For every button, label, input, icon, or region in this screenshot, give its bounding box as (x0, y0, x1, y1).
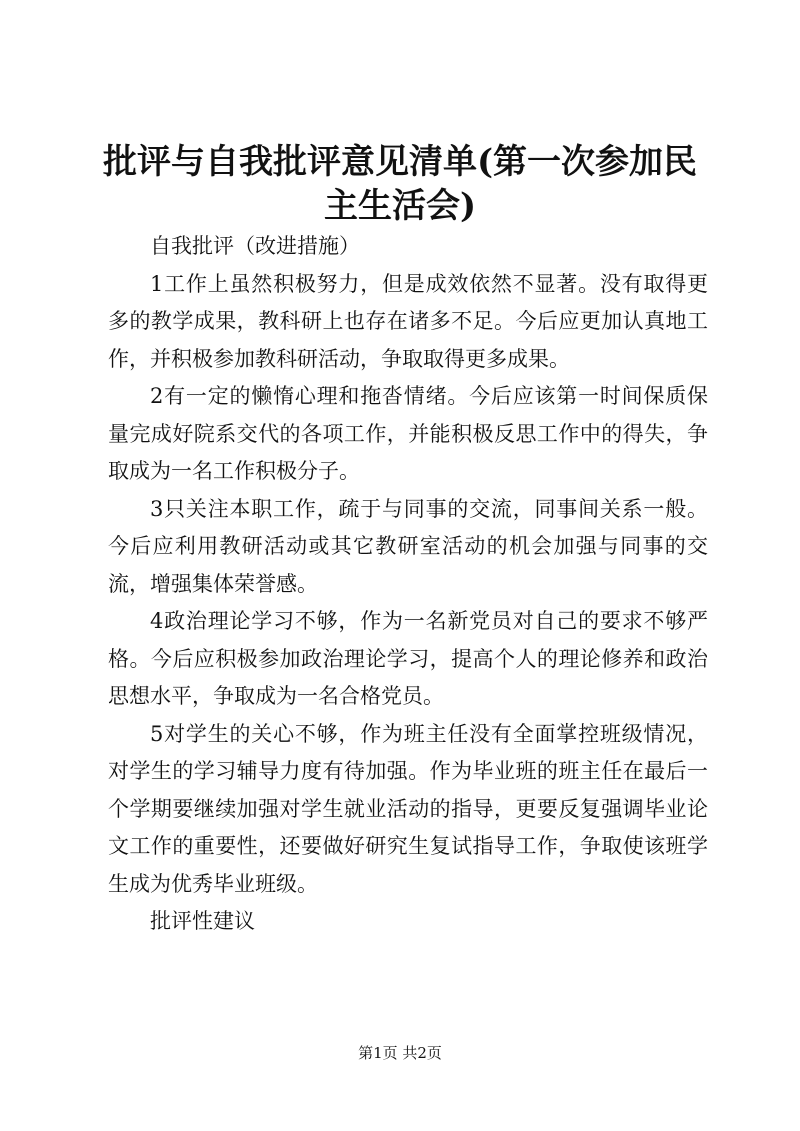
paragraph-item-4: 4政治理论学习不够，作为一名新党员对自己的要求不够严格。今后应积极参加政治理论学习，提高个人的理论修养和政治思想水平，争取成为一名合格党员。 (108, 609, 708, 708)
page-footer: 第1页 共2页 (358, 1044, 442, 1062)
paragraph-item-1: 1工作上虽然积极努力，但是成效依然不显著。没有取得更多的教学成果，教科研上也存在诸多不足。今后应更加认真地工作，并积极参加教科研活动，争取取得更多成果。 (108, 271, 708, 371)
paragraph-item-5: 5对学生的关心不够，作为班主任没有全面掌控班级情况，对学生的学习辅导力度有待加强。作为毕业班的班主任在最后一个学期要继续加强对学生就业活动的指导，更要反复强调毕业论文工作的重要性，还要做好研究生复试指导工作，争取使该班学生成为优秀毕业班级。 (108, 721, 708, 896)
section-heading-self-criticism: 自我批评（改进措施） (150, 234, 360, 258)
document-title: 批评与自我批评意见清单(第一次参加民主生活会) (102, 142, 698, 226)
paragraph-item-2: 2有一定的懒惰心理和拖沓情绪。今后应该第一时间保质保量完成好院系交代的各项工作，并能积极反思工作中的得失，争取成为一名工作积极分子。 (108, 384, 708, 483)
document-body (108, 228, 708, 941)
section-heading-suggestions: 批评性建议 (150, 909, 255, 933)
paragraph-item-3: 3只关注本职工作，疏于与同事的交流，同事间关系一般。今后应利用教研活动或其它教研室活动的机会加强与同事的交流，增强集体荣誉感。 (108, 496, 708, 596)
